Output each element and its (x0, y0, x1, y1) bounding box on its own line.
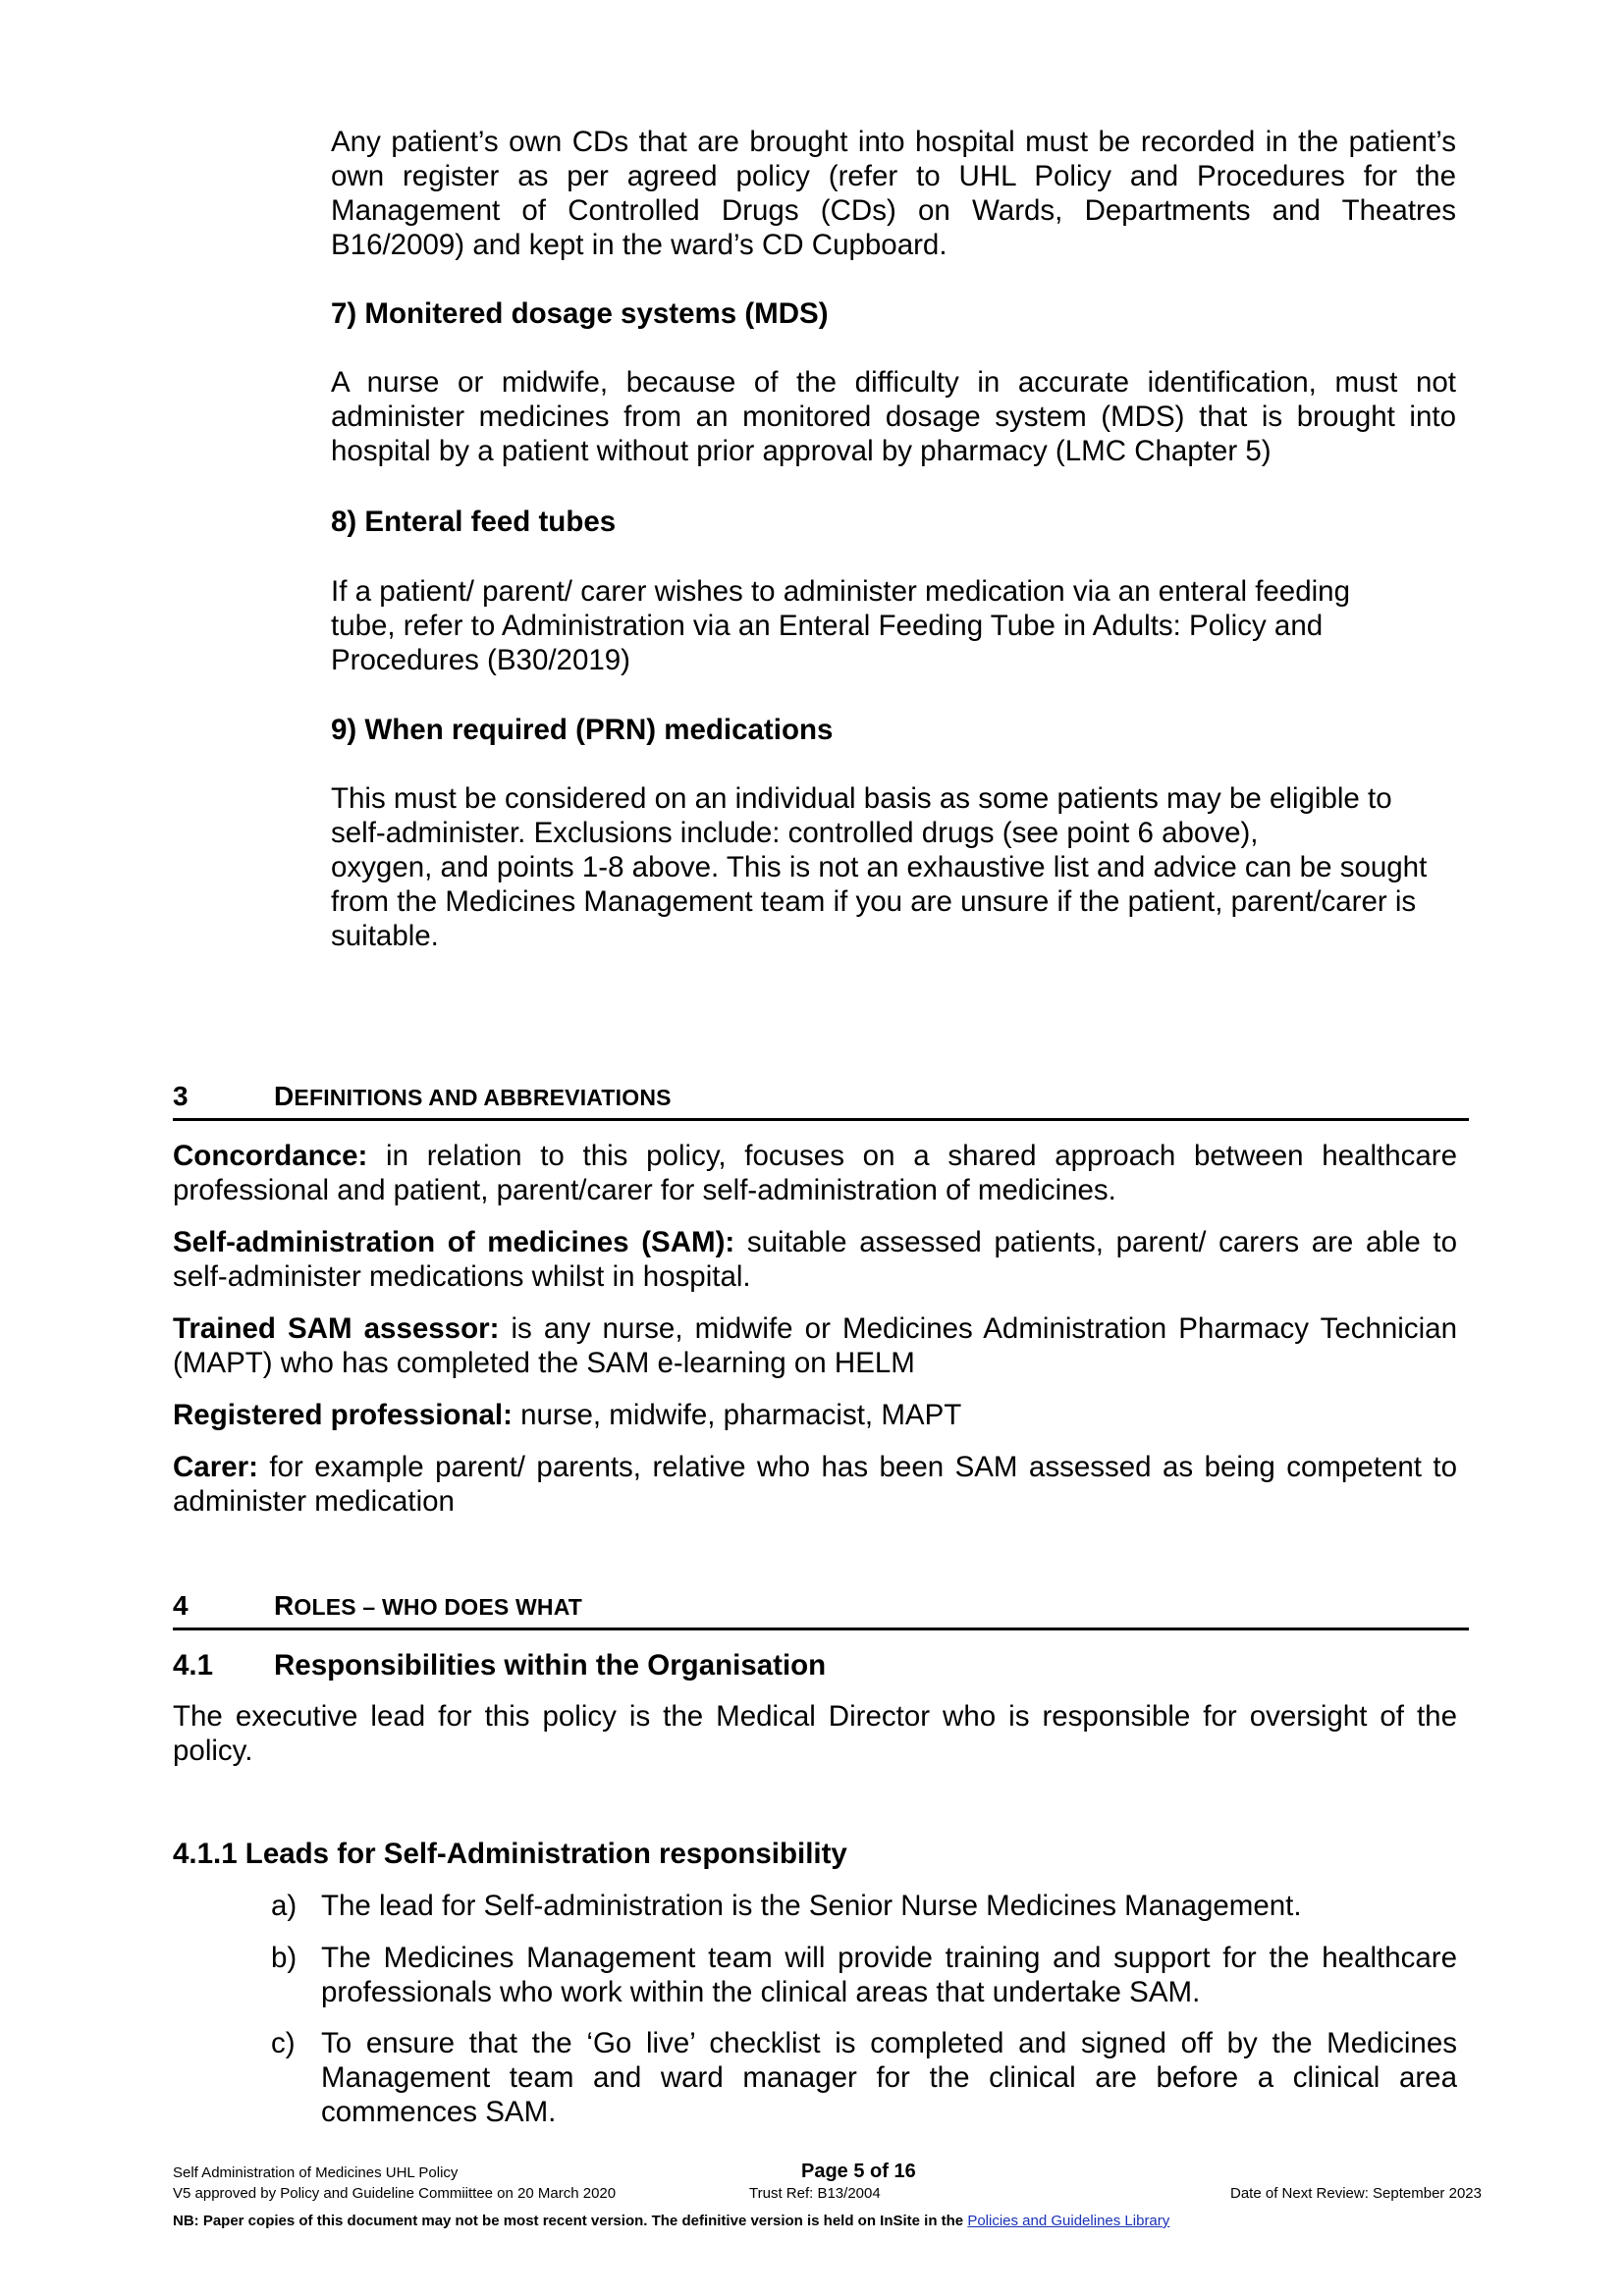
section3-title-rest: EFINITIONS AND ABBREVIATIONS (294, 1085, 672, 1110)
definition-term: Concordance: (173, 1140, 368, 1172)
list-item-letter: a) (271, 1890, 298, 1922)
section4-title-rest: OLES – WHO DOES WHAT (294, 1594, 583, 1620)
sub41-number: 4.1 (173, 1649, 214, 1682)
section4-rule (173, 1628, 1469, 1630)
footer-approval: V5 approved by Policy and Guideline Commiittee on 20 March 2020 (173, 2185, 617, 2202)
definition-text: suitable assessed patients, parent/ carers are able to self-administer medications whilst in hospital. (173, 1226, 1457, 1293)
item8-line: tube, refer to Administration via an Enteral Feeding Tube in Adults: Policy and (331, 610, 1324, 642)
policies-library-link[interactable]: Policies and Guidelines Library (967, 2213, 1170, 2229)
footer-page-number: Page 5 of 16 (801, 2161, 916, 2182)
definition-assessor (173, 1311, 1457, 1380)
item9-line: suitable. (331, 920, 439, 952)
sub41-title: Responsibilities within the Organisation (274, 1649, 827, 1682)
para-patient-own-cds: Any patient’s own CDs that are brought into hospital must be recorded in the patient’s own register as per agreed policy (refer to UHL Policy and Procedures for the Management of Controlled Drugs (CDs) on Wards, Departments and Theatres B16/2009) and kept in the ward’s CD Cupboard. (331, 126, 1456, 261)
footer-trust-ref: Trust Ref: B13/2004 (749, 2185, 881, 2202)
item9-line: from the Medicines Management team if you are unsure if the patient, parent/carer is (331, 885, 1417, 918)
section4-number: 4 (173, 1590, 189, 1621)
definition-term: Self-administration of medicines (SAM): (173, 1226, 735, 1258)
definition-text: in relation to this policy, focuses on a shared approach between healthcare professional and patient, parent/carer for self-administration of medicines. (173, 1140, 1457, 1206)
item9-line: oxygen, and points 1-8 above. This is not an exhaustive list and advice can be sought (331, 851, 1428, 883)
section3-number: 3 (173, 1081, 189, 1111)
footer-note (173, 2212, 1169, 2230)
section3-title (274, 1081, 672, 1112)
list-item-text: The lead for Self-administration is the Senior Nurse Medicines Management. (321, 1890, 1302, 1922)
footer-doc-title: Self Administration of Medicines UHL Policy (173, 2164, 459, 2181)
definition-sam (173, 1225, 1457, 1294)
item7-text: A nurse or midwife, because of the difficulty in accurate identification, must not administer medicines from an monitored dosage system (MDS) that is brought into hospital by a patient without prior approval by pharmacy (LMC Chapter 5) (331, 366, 1456, 467)
section4-title-cap: R (274, 1590, 295, 1621)
item9-line: self-administer. Exclusions include: controlled drugs (see point 6 above), (331, 817, 1259, 849)
item8-heading: 8) Enteral feed tubes (331, 506, 617, 538)
definition-term: Trained SAM assessor: (173, 1312, 500, 1345)
sub41-text: The executive lead for this policy is the Medical Director who is responsible for oversight of the policy. (173, 1700, 1457, 1767)
definition-term: Registered professional: (173, 1399, 513, 1431)
list-item-text: To ensure that the ‘Go live’ checklist is completed and signed off by the Medicines Management team and ward manager for the clinical are before a clinical area commences SAM. (321, 2027, 1457, 2128)
definition-registered (173, 1398, 1457, 1432)
section4-title (274, 1590, 582, 1622)
list-item-letter: b) (271, 1942, 298, 1974)
item9-text (331, 781, 1427, 953)
section3-title-cap: D (274, 1081, 295, 1111)
item7-heading: 7) Monitered dosage systems (MDS) (331, 297, 829, 330)
definition-text: for example parent/ parents, relative who has been SAM assessed as being competent to administer medication (173, 1451, 1457, 1518)
item9-heading: 9) When required (PRN) medications (331, 714, 834, 746)
item8-line: Procedures (B30/2019) (331, 644, 631, 676)
section3-rule (173, 1118, 1469, 1121)
definition-text: is any nurse, midwife or Medicines Administration Pharmacy Technician (MAPT) who has completed the SAM e-learning on HELM (173, 1312, 1457, 1379)
item8-text (331, 574, 1350, 677)
definition-concordance (173, 1139, 1457, 1207)
list-item-letter: c) (271, 2027, 296, 2059)
item8-line: If a patient/ parent/ carer wishes to administer medication via an enteral feeding (331, 575, 1350, 608)
definition-carer (173, 1450, 1457, 1519)
item9-line: This must be considered on an individual basis as some patients may be eligible to (331, 782, 1392, 815)
definition-text: nurse, midwife, pharmacist, MAPT (512, 1399, 962, 1431)
definition-term: Carer: (173, 1451, 258, 1483)
footer-next-review: Date of Next Review: September 2023 (1230, 2185, 1482, 2202)
list-item-text: The Medicines Management team will provide training and support for the healthcare professionals who work within the clinical areas that undertake SAM. (321, 1942, 1457, 2008)
sub411-title: 4.1.1 Leads for Self-Administration responsibility (173, 1838, 847, 1870)
footer-note-text: NB: Paper copies of this document may not be most recent version. The definitive version is held on InSite in the (173, 2213, 968, 2229)
